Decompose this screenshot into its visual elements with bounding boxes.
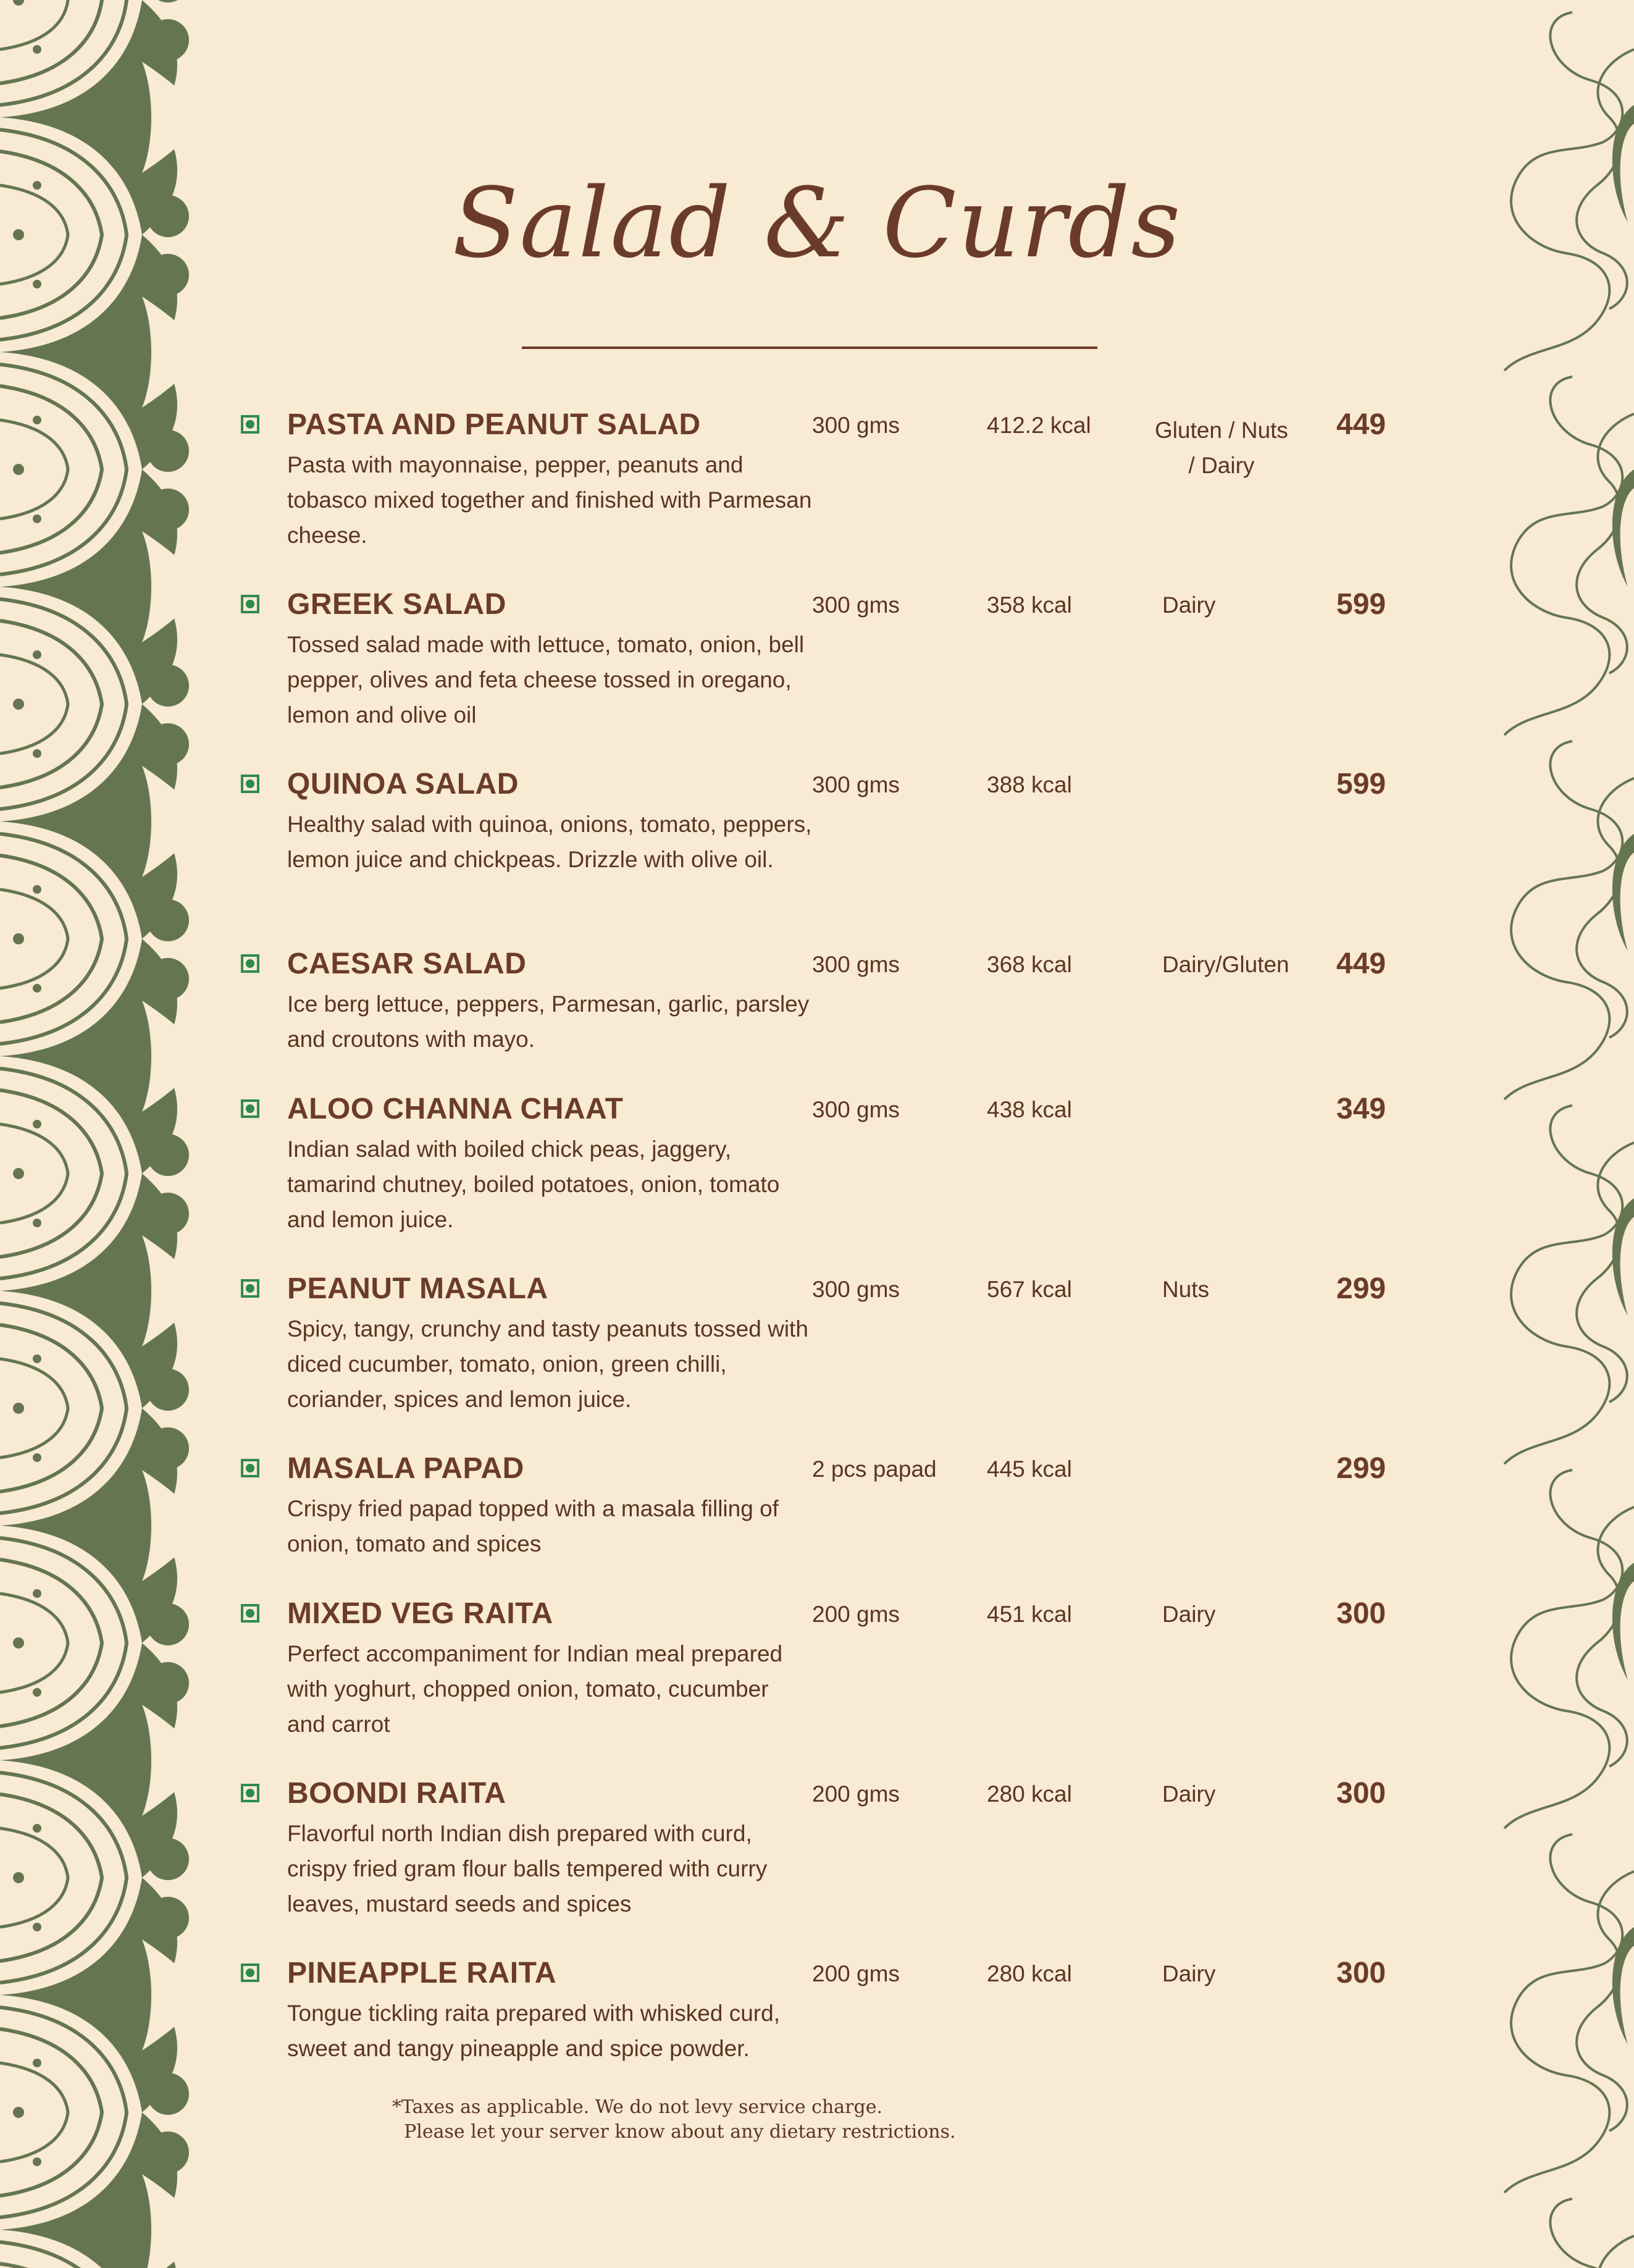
item-weight: 2 pcs papad [812,1456,937,1482]
item-name: MIXED VEG RAITA [287,1597,553,1630]
item-description: Tossed salad made with lettuce, tomato, onion, bell pepper, olives and feta cheese tossed in oregano, lemon and olive oil [287,632,805,728]
item-description: Flavorful north Indian dish prepared with curd, crispy fried gram flour balls tempered with curry leaves, mustard seeds and spices [287,1821,768,1917]
item-dietary-tags: Dairy [1162,1781,1216,1807]
item-calories: 388 kcal [987,772,1072,797]
right-wavy-border [1480,0,1634,2268]
item-price: 299 [1336,1452,1386,1485]
item-dietary-tags: Dairy [1162,592,1216,618]
item-dietary-tags: Dairy [1162,1961,1216,1986]
item-calories: 368 kcal [987,952,1072,977]
item-name: ALOO CHANNA CHAAT [287,1093,624,1125]
item-description: Tongue tickling raita prepared with whisked curd, sweet and tangy pineapple and spice powder. [287,2001,780,2061]
item-description: Indian salad with boiled chick peas, jaggery, tamarind chutney, boiled potatoes, onion, tomato and lemon juice. [287,1136,780,1232]
item-description: Perfect accompaniment for Indian meal prepared with yoghurt, chopped onion, tomato, cucumber and carrot [287,1641,783,1737]
item-weight: 300 gms [812,1277,900,1302]
item-name: GREEK SALAD [287,588,506,621]
item-name: QUINOA SALAD [287,768,519,800]
item-weight: 200 gms [812,1781,900,1807]
item-dietary-tags: Gluten / Nuts / Dairy [1155,418,1288,478]
item-name: MASALA PAPAD [287,1452,524,1485]
item-dietary-tags: Dairy/Gluten [1162,952,1289,977]
item-calories: 280 kcal [987,1961,1072,1986]
item-weight: 200 gms [812,1961,900,1986]
veg-mark-icon [241,1604,259,1623]
item-price: 349 [1336,1093,1386,1125]
item-weight: 300 gms [812,413,900,438]
footnote-line-2: Please let your server know about any dietary restrictions. [392,2121,956,2143]
veg-mark-icon [241,1964,259,1982]
footnote-line-1: *Taxes as applicable. We do not levy service charge. [392,2096,882,2118]
item-price: 299 [1336,1272,1386,1305]
item-name: BOONDI RAITA [287,1777,506,1810]
item-price: 599 [1336,768,1386,800]
item-description: Healthy salad with quinoa, onions, tomato, peppers, lemon juice and chickpeas. Drizzle with olive oil. [287,812,812,872]
item-name: PINEAPPLE RAITA [287,1957,556,1989]
item-description: Crispy fried papad topped with a masala filling of onion, tomato and spices [287,1496,779,1556]
item-calories: 412.2 kcal [987,413,1091,438]
page-title: Salad & Curds [452,167,1182,279]
item-weight: 200 gms [812,1602,900,1627]
item-price: 300 [1336,1597,1386,1630]
veg-mark-icon [241,954,259,973]
item-dietary-tags: Nuts [1162,1277,1210,1302]
footnote [392,2095,956,2144]
veg-mark-icon [241,415,259,434]
item-calories: 451 kcal [987,1602,1072,1627]
left-ornamental-border [0,0,198,2268]
item-description: Ice berg lettuce, peppers, Parmesan, garlic, parsley and croutons with mayo. [287,991,810,1052]
item-price: 599 [1336,588,1386,621]
item-price: 449 [1336,947,1386,980]
item-name: PEANUT MASALA [287,1272,548,1305]
item-description: Pasta with mayonnaise, pepper, peanuts and tobasco mixed together and finished with Parmesan cheese. [287,452,812,548]
item-weight: 300 gms [812,592,900,618]
item-calories: 445 kcal [987,1456,1072,1482]
item-calories: 438 kcal [987,1097,1072,1122]
item-weight: 300 gms [812,952,900,977]
item-dietary-tags: Dairy [1162,1602,1216,1627]
title-divider [522,346,1097,349]
item-weight: 300 gms [812,772,900,797]
item-calories: 280 kcal [987,1781,1072,1807]
item-name: PASTA AND PEANUT SALAD [287,408,701,441]
item-price: 300 [1336,1957,1386,1989]
item-price: 449 [1336,408,1386,441]
veg-mark-icon [241,1099,259,1118]
veg-mark-icon [241,595,259,613]
item-weight: 300 gms [812,1097,900,1122]
item-calories: 567 kcal [987,1277,1072,1302]
veg-mark-icon [241,1279,259,1298]
veg-mark-icon [241,1459,259,1477]
item-price: 300 [1336,1777,1386,1810]
item-calories: 358 kcal [987,592,1072,618]
veg-mark-icon [241,775,259,793]
item-name: CAESAR SALAD [287,947,527,980]
veg-mark-icon [241,1784,259,1802]
item-description: Spicy, tangy, crunchy and tasty peanuts tossed with diced cucumber, tomato, onion, green chilli, coriander, spices and lemon juice. [287,1316,808,1412]
